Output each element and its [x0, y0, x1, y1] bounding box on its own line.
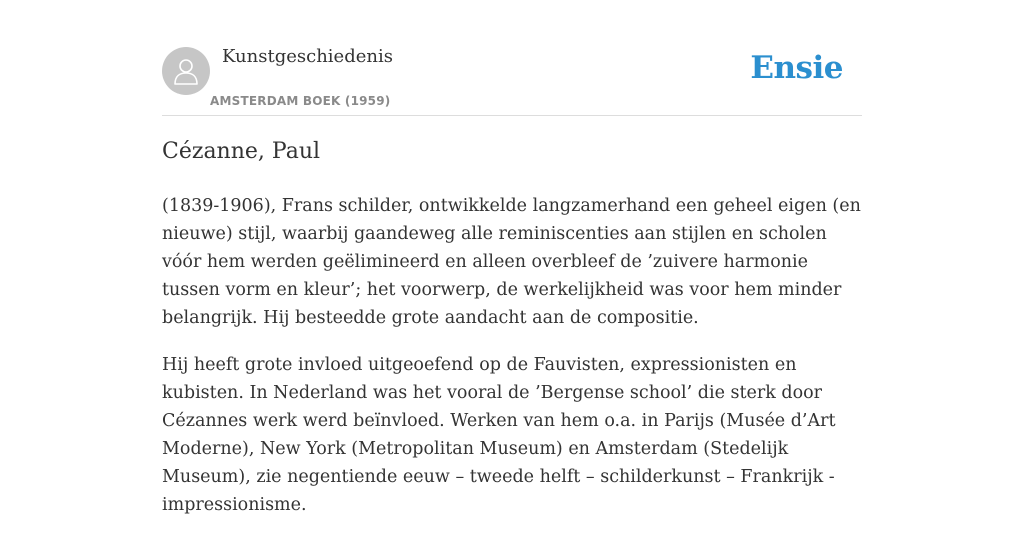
article-card [162, 0, 862, 515]
source-label[interactable]: AMSTERDAM BOEK (1959) [210, 94, 391, 108]
author-avatar[interactable] [162, 47, 210, 95]
user-silhouette-icon [173, 57, 199, 85]
category-link[interactable]: Kunstgeschiedenis [222, 46, 393, 67]
article-title: Cézanne, Paul [162, 139, 321, 164]
header-divider [162, 115, 862, 116]
article-body [162, 192, 862, 538]
brand-logo[interactable]: Ensie [750, 50, 843, 86]
article-paragraph: Hij heeft grote invloed uitgeoefend op de Fauvisten, expressionisten en kubisten. In Nederland was het vooral de ’Bergense school’ die sterk door Cézannes werk werd beïnvloed. Werken van hem o.a. in Parijs (Musée d’Art Moderne), New York (Metropolitan Museum) en Amsterdam (Stedelijk Museum), zie negentiende eeuw – tweede helft – schilderkunst – Frankrijk - impressionisme. [162, 355, 836, 515]
article-paragraph: (1839-1906), Frans schilder, ontwikkelde langzamerhand een geheel eigen (en nieuwe) stijl, waarbij gaandeweg alle reminiscenties aan stijlen en scholen vóór hem werden geëlimineerd en alleen overbleef de ’zuivere harmonie tussen vorm en kleur’; het voorwerp, de werkelijkheid was voor hem minder belangrijk. Hij besteedde grote aandacht aan de compositie. [162, 196, 861, 328]
